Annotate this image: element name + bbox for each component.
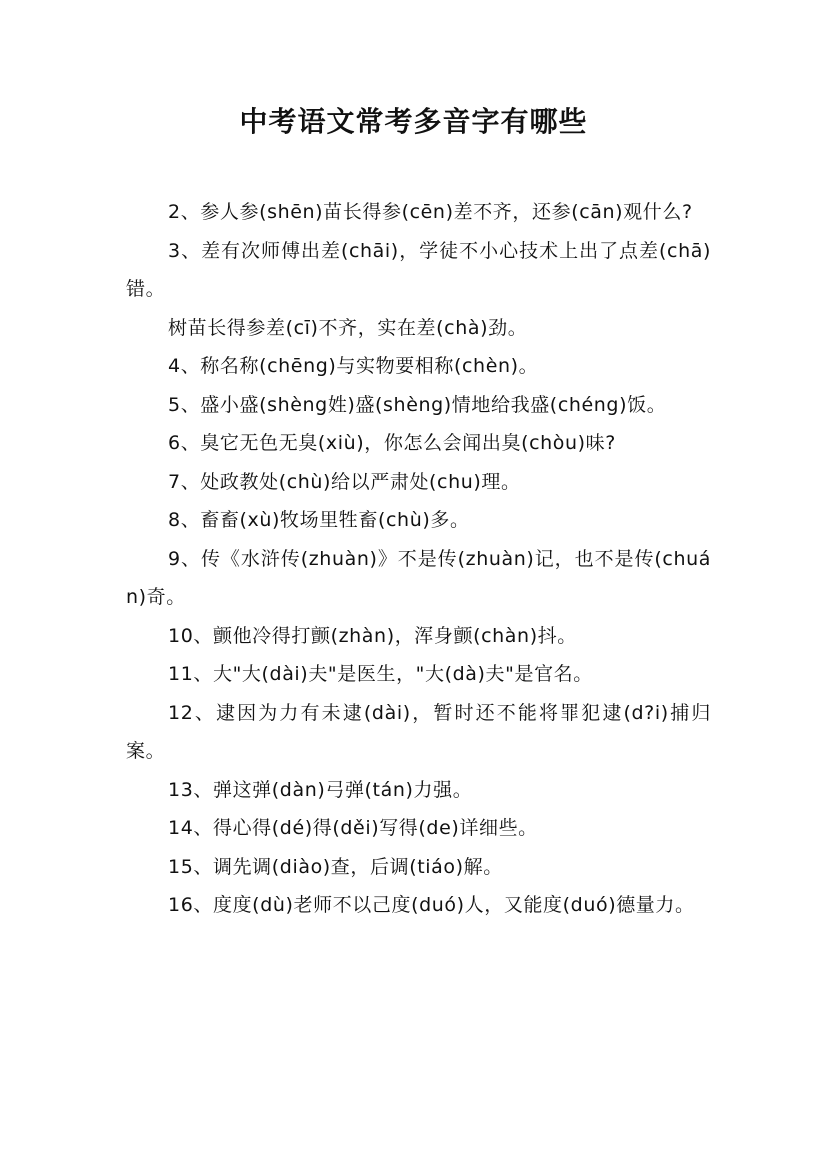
paragraph-12: 12、逮因为力有未逮(dài)，暂时还不能将罪犯逮(d?i)捕归案。	[126, 701, 711, 762]
paragraph-6: 6、臭它无色无臭(xiù)，你怎么会闻出臭(chòu)味?	[168, 432, 616, 454]
document-body	[126, 193, 711, 925]
paragraph-13: 13、弹这弹(dàn)弓弹(tán)力强。	[168, 778, 473, 801]
paragraph-7: 7、处政教处(chù)给以严肃处(chu)理。	[168, 470, 521, 493]
paragraph-5: 5、盛小盛(shèng姓)盛(shèng)情地给我盛(chéng)饭。	[168, 393, 667, 416]
paragraph-15: 15、调先调(diào)查，后调(tiáo)解。	[168, 855, 503, 878]
paragraph-8: 8、畜畜(xù)牧场里牲畜(chù)多。	[168, 509, 470, 531]
paragraph-3: 3、差有次师傅出差(chāi)，学徒不小心技术上出了点差(chā)错。	[126, 239, 711, 300]
paragraph-3-cont: 树苗长得参差(cī)不齐，实在差(chà)劲。	[168, 316, 528, 339]
page-title: 中考语文常考多音字有哪些	[239, 105, 588, 138]
paragraph-16: 16、度度(dù)老师不以己度(duó)人，又能度(duó)德量力。	[168, 894, 695, 916]
paragraph-4: 4、称名称(chēng)与实物要相称(chèn)。	[168, 355, 539, 377]
paragraph-10: 10、颤他冷得打颤(zhàn)，浑身颤(chàn)抖。	[168, 624, 577, 647]
paragraph-2: 2、参人参(shēn)苗长得参(cēn)差不齐，还参(cān)观什么?	[168, 201, 693, 223]
paragraph-9: 9、传《水浒传(zhuàn)》不是传(zhuàn)记，也不是传(chuán)奇。	[126, 547, 711, 608]
paragraph-11: 11、大"大(dài)夫"是医生，"大(dà)夫"是官名。	[168, 663, 593, 685]
paragraph-14: 14、得心得(dé)得(děi)写得(de)详细些。	[168, 817, 538, 839]
